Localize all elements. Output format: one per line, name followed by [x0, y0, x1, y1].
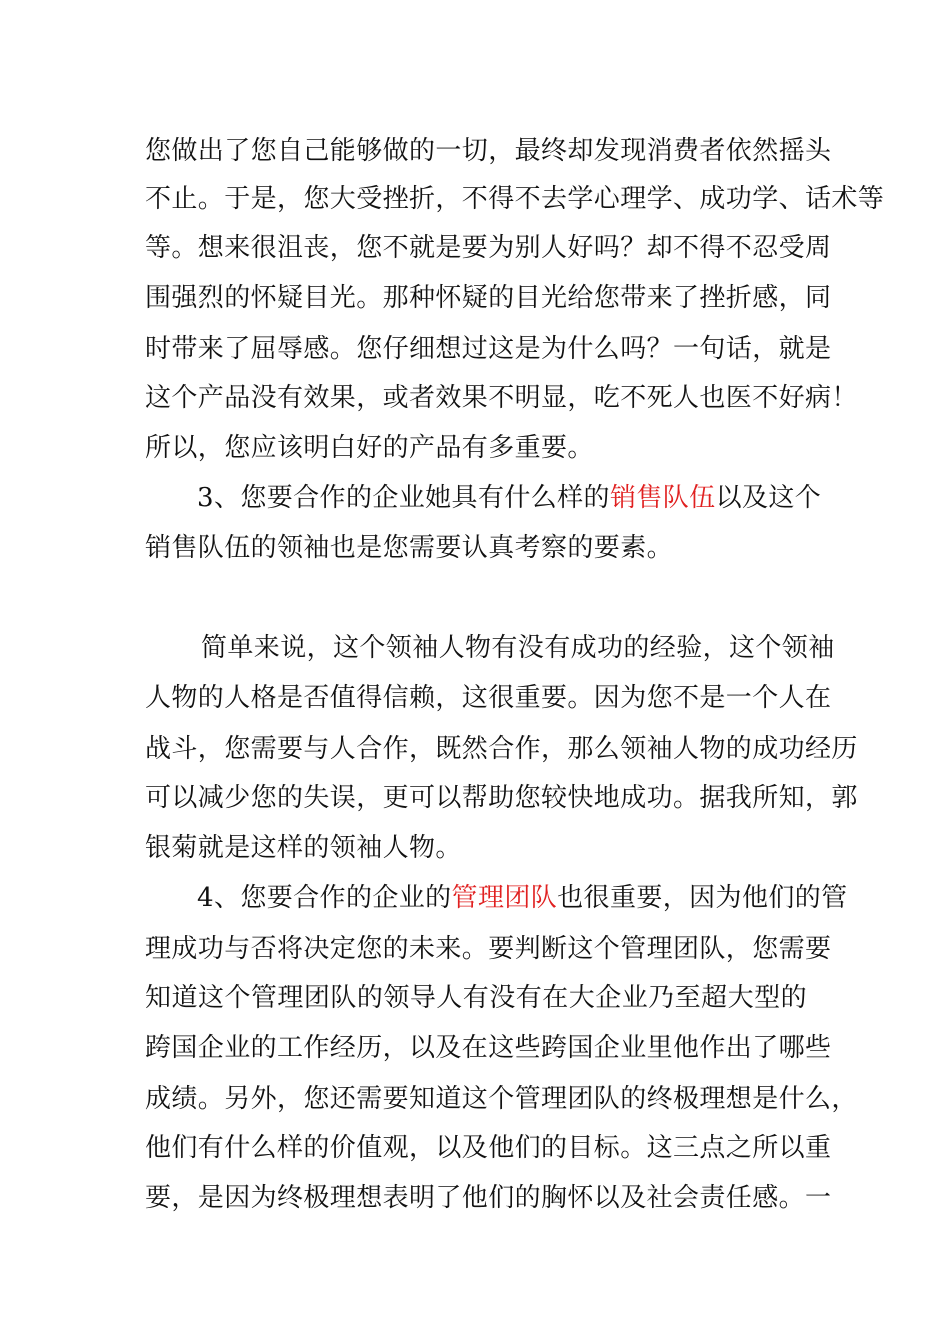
- point-3-text-after: 以及这个: [715, 483, 822, 513]
- paragraph-2-line-1: 简单来说，这个领袖人物有没有成功的经验，这个领袖: [201, 633, 835, 663]
- point-4-highlight: 管理团队: [451, 883, 558, 913]
- point-4-line-3: 知道这个管理团队的领导人有没有在大企业乃至超大型的: [145, 983, 807, 1013]
- paragraph-2-line-5: 银菊就是这样的领袖人物。: [145, 833, 462, 863]
- paragraph-2-line-4: 可以减少您的失误，更可以帮助您较快地成功。据我所知，郭: [145, 783, 858, 813]
- point-3-text-before: 3、您要合作的企业她具有什么样的: [197, 483, 610, 513]
- point-4-line-1: [197, 873, 848, 923]
- point-4-text-before: 4、您要合作的企业的: [197, 883, 452, 913]
- paragraph-1-line-3: 等。想来很沮丧，您不就是要为别人好吗？却不得不忍受周: [145, 233, 832, 263]
- paragraph-2-line-3: 战斗，您需要与人合作，既然合作，那么领袖人物的成功经历: [145, 734, 858, 764]
- paragraph-1-line-1: 您做出了您自己能够做的一切，最终却发现消费者依然摇头: [145, 136, 832, 166]
- point-4-line-6: 他们有什么样的价值观，以及他们的目标。这三点之所以重: [145, 1133, 832, 1163]
- paragraph-1-line-2: 不止。于是，您大受挫折，不得不去学心理学、成功学、话术等: [145, 184, 885, 214]
- point-3-highlight: 销售队伍: [609, 483, 716, 513]
- paragraph-1-line-5: 时带来了屈辱感。您仔细想过这是为什么吗？一句话，就是: [145, 334, 832, 364]
- paragraph-1-line-6: 这个产品没有效果，或者效果不明显，吃不死人也医不好病！: [145, 383, 858, 413]
- paragraph-1-line-4: 围强烈的怀疑目光。那种怀疑的目光给您带来了挫折感，同: [145, 283, 832, 313]
- point-4-line-7: 要，是因为终极理想表明了他们的胸怀以及社会责任感。一: [145, 1183, 832, 1213]
- paragraph-1-line-7: 所以，您应该明白好的产品有多重要。: [145, 433, 594, 463]
- point-4-text-after: 也很重要，因为他们的管: [557, 883, 848, 913]
- point-4-line-2: 理成功与否将决定您的未来。要判断这个管理团队，您需要: [145, 934, 832, 964]
- paragraph-2-line-2: 人物的人格是否值得信赖，这很重要。因为您不是一个人在: [145, 683, 832, 713]
- point-4-line-4: 跨国企业的工作经历，以及在这些跨国企业里他作出了哪些: [145, 1033, 832, 1063]
- point-3-line-1: [197, 473, 822, 523]
- point-3-line-2: 销售队伍的领袖也是您需要认真考察的要素。: [145, 533, 674, 563]
- point-4-line-5: 成绩。另外，您还需要知道这个管理团队的终极理想是什么，: [145, 1084, 858, 1114]
